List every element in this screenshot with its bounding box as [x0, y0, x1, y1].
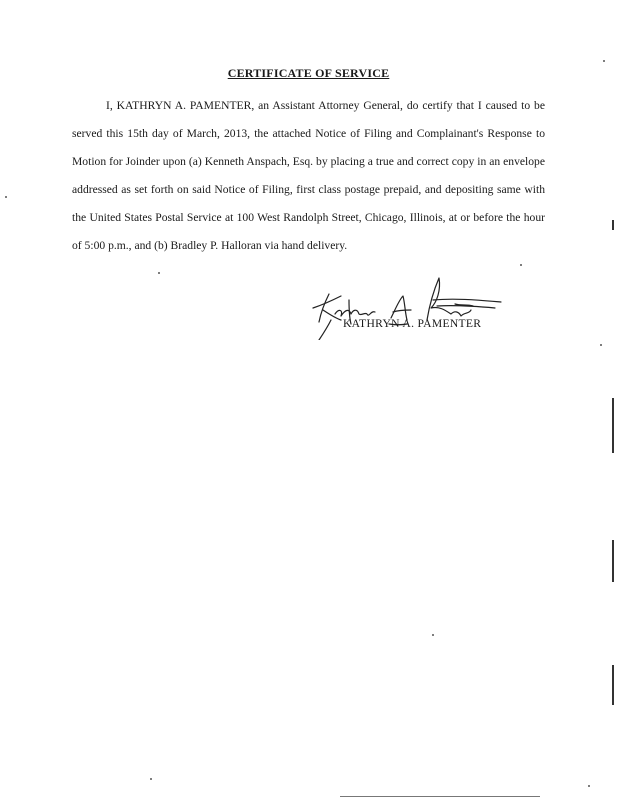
- scan-edge-mark: [612, 665, 614, 705]
- scan-edge-mark: [612, 540, 614, 582]
- scan-edge-mark: [612, 220, 614, 230]
- scan-speck: [603, 60, 605, 62]
- document-title: CERTIFICATE OF SERVICE: [227, 66, 390, 80]
- scan-speck: [150, 778, 152, 780]
- scan-speck: [432, 634, 434, 636]
- scan-speck: [588, 785, 590, 787]
- scan-bottom-line: [340, 796, 540, 797]
- scan-speck: [600, 344, 602, 346]
- signature-block: [305, 270, 505, 340]
- certificate-body: I, KATHRYN A. PAMENTER, an Assistant Attorney General, do certify that I caused to be served this 15th day of March, 2013, the attached Notice of Filing and Complainant's Response to Motion for Joinder upon (a) Kenneth Anspach, Esq. by placing a true and correct copy in an envelope addressed as set forth on said Notice of Filing, first class postage prepaid, and depositing same with the United States Postal Service at 100 West Randolph Street, Chicago, Illinois, at or before the hour of 5:00 p.m., and (b) Bradley P. Halloran via hand delivery.: [72, 99, 545, 252]
- scan-speck: [5, 196, 7, 198]
- scan-edge-mark: [612, 398, 614, 453]
- scan-speck: [158, 272, 160, 274]
- scan-speck: [520, 264, 522, 266]
- signatory-name: KATHRYN A. PAMENTER: [343, 317, 482, 330]
